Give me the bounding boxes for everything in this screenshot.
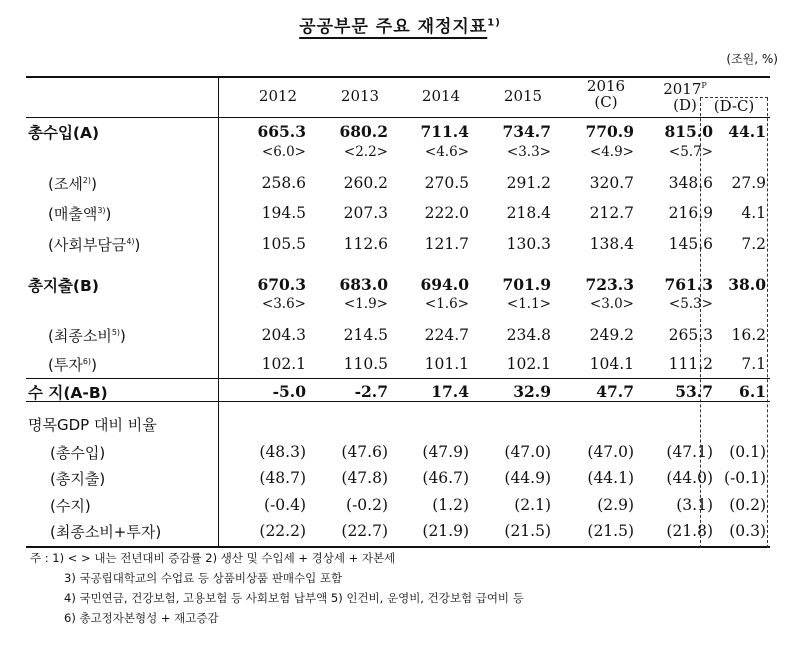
- label-column-rule: [218, 76, 219, 548]
- column-header-year: 2016: [586, 77, 626, 95]
- row-investment-value-0: 102.1: [261, 355, 306, 373]
- row-total-expenditure-growth-2: <1.6>: [424, 296, 469, 312]
- row-total-revenue-value-0: 665.3: [257, 122, 306, 141]
- row-label-close-paren: ): [105, 205, 112, 223]
- row-gdp-expenditure-value-4: (44.1): [587, 469, 634, 487]
- row-label-text: (최종소비+투자): [50, 523, 162, 541]
- row-consumption-value-4: 249.2: [589, 326, 634, 344]
- row-investment-diff: 7.1: [741, 355, 766, 373]
- column-header-year: 2015: [503, 87, 543, 105]
- row-gdp-expenditure-value-5: (44.0): [666, 469, 713, 487]
- row-label-text: (최종소비: [48, 327, 112, 345]
- row-total-expenditure-value-2: 694.0: [420, 275, 469, 294]
- row-gdp-cons-inv-label: [50, 521, 161, 542]
- row-total-expenditure-value-0: 670.3: [257, 275, 306, 294]
- row-gdp-cons-inv-value-3: (21.5): [504, 522, 551, 540]
- row-investment-label: [48, 354, 97, 375]
- row-label-text: (조세: [48, 175, 83, 193]
- unit-label: (조원, %): [726, 52, 778, 66]
- row-total-revenue-value-2: 711.4: [420, 122, 469, 141]
- row-investment-value-4: 104.1: [589, 355, 634, 373]
- row-balance-value-2: 17.4: [431, 382, 469, 401]
- column-header-code: (D): [673, 96, 697, 114]
- row-balance-label: [28, 381, 108, 403]
- row-tax-value-1: 260.2: [343, 174, 388, 192]
- row-consumption-diff: 16.2: [731, 326, 766, 344]
- row-total-revenue-growth-1: <2.2>: [343, 144, 388, 160]
- row-label-text: 총지출(B): [28, 277, 99, 295]
- row-gdp-cons-inv-value-4: (21.5): [587, 522, 634, 540]
- row-total-expenditure-growth-5: <5.3>: [668, 296, 713, 312]
- row-total-expenditure-value-1: 683.0: [339, 275, 388, 294]
- row-label-text: 총수입(A): [28, 124, 100, 142]
- row-gdp-revenue-diff: (0.1): [729, 443, 766, 461]
- row-balance-diff: 6.1: [739, 382, 766, 401]
- row-label-text: (수지): [50, 497, 91, 515]
- row-gdp-balance-value-1: (-0.2): [346, 496, 388, 514]
- column-header-year: 2013: [340, 87, 380, 105]
- column-header-code: (C): [594, 93, 618, 111]
- column-header-sup: P: [701, 81, 707, 90]
- row-consumption-value-0: 204.3: [261, 326, 306, 344]
- row-consumption-value-5: 265.3: [668, 326, 713, 344]
- row-sales-label: [48, 203, 111, 224]
- row-total-expenditure-growth-3: <1.1>: [506, 296, 551, 312]
- row-total-expenditure-value-5: 761.3: [664, 275, 713, 294]
- row-gdp-revenue-value-4: (47.0): [587, 443, 634, 461]
- row-gdp-expenditure-value-1: (47.8): [341, 469, 388, 487]
- row-investment-value-3: 102.1: [506, 355, 551, 373]
- row-consumption-value-3: 234.8: [506, 326, 551, 344]
- row-label-footnote-ref: 6): [82, 357, 92, 366]
- column-header-year: 2017: [663, 80, 702, 98]
- row-gdp-cons-inv-value-1: (22.7): [341, 522, 388, 540]
- row-tax-value-4: 320.7: [589, 174, 634, 192]
- row-total-revenue-growth-4: <4.9>: [589, 144, 634, 160]
- row-total-revenue-diff: 44.1: [728, 122, 766, 141]
- row-gdp-balance-value-0: (-0.4): [264, 496, 306, 514]
- row-total-expenditure-diff: 38.0: [728, 275, 766, 294]
- column-header-0: [246, 88, 310, 104]
- diff-column-dash-right: [767, 98, 768, 548]
- row-gdp-balance-value-3: (2.1): [514, 496, 551, 514]
- row-label-close-paren: ): [134, 236, 141, 254]
- row-total-revenue-value-3: 734.7: [502, 122, 551, 141]
- row-gdp-revenue-value-5: (47.1): [666, 443, 713, 461]
- row-social-value-1: 112.6: [343, 235, 388, 253]
- row-consumption-label: [48, 325, 126, 346]
- gdp-ratio-section-label: 명목GDP 대비 비율: [28, 416, 157, 434]
- row-investment-value-1: 110.5: [343, 355, 388, 373]
- row-tax-diff: 27.9: [731, 174, 766, 192]
- row-gdp-revenue-value-1: (47.6): [341, 443, 388, 461]
- row-consumption-value-1: 214.5: [343, 326, 388, 344]
- row-tax-value-3: 291.2: [506, 174, 551, 192]
- row-social-label: [48, 234, 140, 255]
- row-balance-value-0: -5.0: [272, 382, 306, 401]
- row-total-expenditure-value-3: 701.9: [502, 275, 551, 294]
- row-sales-value-4: 212.7: [589, 204, 634, 222]
- row-tax-label: [48, 173, 97, 194]
- row-sales-value-5: 216.9: [668, 204, 713, 222]
- row-social-value-3: 130.3: [506, 235, 551, 253]
- row-label-close-paren: ): [91, 175, 97, 193]
- row-consumption-value-2: 224.7: [424, 326, 469, 344]
- row-tax-value-5: 348.6: [668, 174, 713, 192]
- footnote-line-3: 4) 국민연금, 건강보험, 고용보험 등 사회보험 납부액 5) 인건비, 운영비, 건강보험 급여비 등: [64, 591, 524, 605]
- row-social-value-5: 145.6: [668, 235, 713, 253]
- table-title-text: 공공부문 주요 재정지표: [299, 17, 488, 37]
- row-social-value-0: 105.5: [261, 235, 306, 253]
- row-gdp-cons-inv-value-2: (21.9): [422, 522, 469, 540]
- row-sales-value-1: 207.3: [343, 204, 388, 222]
- header-rule: [26, 117, 770, 118]
- column-header-4: [574, 78, 638, 110]
- row-total-expenditure-growth-0: <3.6>: [261, 296, 306, 312]
- row-total-revenue-growth-3: <3.3>: [506, 144, 551, 160]
- row-social-value-4: 138.4: [589, 235, 634, 253]
- footnote-line-4: 6) 총고정자본형성 + 재고증감: [64, 611, 219, 625]
- row-label-close-paren: ): [120, 327, 126, 345]
- row-gdp-cons-inv-diff: (0.3): [729, 522, 766, 540]
- row-total-revenue-growth-2: <4.6>: [424, 144, 469, 160]
- row-label-text: (매출액: [48, 205, 98, 223]
- row-tax-value-2: 270.5: [424, 174, 469, 192]
- row-sales-diff: 4.1: [741, 204, 766, 222]
- row-social-value-2: 121.7: [424, 235, 469, 253]
- row-balance-value-5: 53.7: [675, 382, 713, 401]
- row-investment-value-2: 101.1: [424, 355, 469, 373]
- row-label-footnote-ref: 4): [126, 237, 135, 246]
- row-gdp-revenue-value-3: (47.0): [504, 443, 551, 461]
- table-title: [0, 12, 800, 37]
- column-header-3: [491, 88, 555, 104]
- row-label-close-paren: ): [91, 356, 97, 374]
- row-gdp-balance-label: [50, 495, 91, 516]
- footnote-line-1: 주 : 1) < > 내는 전년대비 증감률 2) 생산 및 수입세 + 경상세 + 자본세: [30, 551, 396, 565]
- row-total-expenditure-label: [28, 274, 99, 296]
- row-label-footnote-ref: 2): [82, 176, 92, 185]
- row-investment-value-5: 111.2: [668, 355, 713, 373]
- row-balance-value-1: -2.7: [354, 382, 388, 401]
- row-label-text: (총수입): [50, 444, 106, 462]
- row-label-text: (총지출): [50, 470, 106, 488]
- row-gdp-expenditure-value-0: (48.7): [259, 469, 306, 487]
- row-gdp-expenditure-value-3: (44.9): [504, 469, 551, 487]
- row-total-revenue-growth-5: <5.7>: [668, 144, 713, 160]
- row-label-text: (투자: [48, 356, 83, 374]
- row-gdp-balance-value-5: (3.1): [676, 496, 713, 514]
- column-header-year: 2012: [258, 87, 298, 105]
- row-total-expenditure-value-4: 723.3: [585, 275, 634, 294]
- row-label-footnote-ref: 5): [111, 328, 121, 337]
- row-total-revenue-value-5: 815.0: [664, 122, 713, 141]
- row-tax-value-0: 258.6: [261, 174, 306, 192]
- row-total-revenue-label: [28, 121, 99, 143]
- diff-column-header: (D-C): [713, 97, 755, 115]
- row-balance-value-3: 32.9: [513, 382, 551, 401]
- row-gdp-revenue-value-2: (47.9): [422, 443, 469, 461]
- row-total-expenditure-growth-4: <3.0>: [589, 296, 634, 312]
- row-total-expenditure-growth-1: <1.9>: [343, 296, 388, 312]
- footnote-line-2: 3) 국공립대학교의 수업료 등 상품비상품 판매수입 포함: [64, 571, 343, 585]
- row-gdp-balance-diff: (0.2): [729, 496, 766, 514]
- balance-bottom-rule: [26, 401, 770, 402]
- row-label-text: (사회부담금: [48, 236, 127, 254]
- row-gdp-cons-inv-value-5: (21.8): [666, 522, 713, 540]
- row-sales-value-3: 218.4: [506, 204, 551, 222]
- row-label-footnote-ref: 3): [97, 206, 106, 215]
- column-header-year: 2014: [421, 87, 461, 105]
- row-total-revenue-growth-0: <6.0>: [261, 144, 306, 160]
- row-gdp-balance-value-4: (2.9): [597, 496, 634, 514]
- fiscal-indicator-table: [26, 76, 770, 548]
- column-header-1: [328, 88, 392, 104]
- row-gdp-revenue-label: [50, 442, 105, 463]
- row-gdp-expenditure-value-2: (46.7): [422, 469, 469, 487]
- column-header-2: [409, 88, 473, 104]
- row-label-text: 수 지(A-B): [28, 384, 108, 402]
- row-sales-value-2: 222.0: [424, 204, 469, 222]
- title-footnote-ref: 1): [487, 17, 501, 29]
- row-gdp-revenue-value-0: (48.3): [259, 443, 306, 461]
- row-balance-value-4: 47.7: [596, 382, 634, 401]
- row-total-revenue-value-4: 770.9: [585, 122, 634, 141]
- row-gdp-expenditure-diff: (-0.1): [724, 469, 766, 487]
- row-gdp-balance-value-2: (1.2): [432, 496, 469, 514]
- balance-top-rule: [26, 378, 770, 379]
- row-sales-value-0: 194.5: [261, 204, 306, 222]
- row-social-diff: 7.2: [741, 235, 766, 253]
- row-gdp-expenditure-label: [50, 468, 105, 489]
- row-gdp-cons-inv-value-0: (22.2): [259, 522, 306, 540]
- row-total-revenue-value-1: 680.2: [339, 122, 388, 141]
